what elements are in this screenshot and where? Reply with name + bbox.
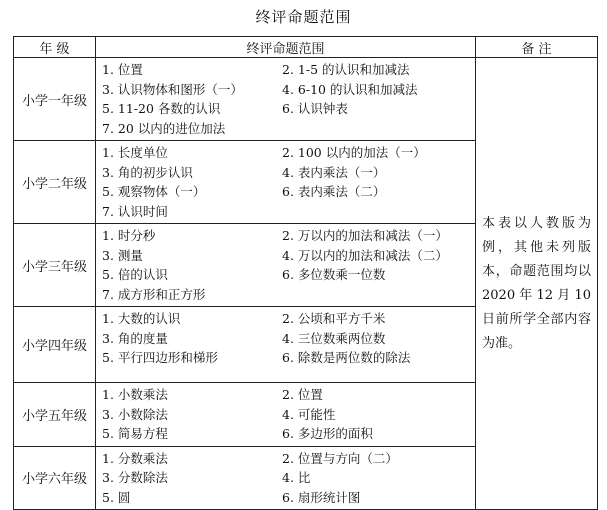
scope-cell [96,58,476,141]
scope-item: 2. 100 以内的加法（一） [282,145,426,160]
scope-list [102,385,475,444]
scope-item: 6. 多边形的面积 [282,426,373,441]
scope-item: 1. 小数乘法 [102,387,168,402]
scope-item: 1. 时分秒 [102,228,156,243]
scope-item: 4. 三位数乘两位数 [282,330,386,346]
scope-list [102,226,475,304]
scope-item: 3. 角的初步认识 [102,164,193,180]
scope-item: 1. 大数的认识 [102,311,181,326]
scope-list [102,60,475,138]
scope-item: 5. 11-20 各数的认识 [102,101,221,116]
scope-item: 2. 位置 [282,387,323,402]
scope-list [102,143,475,221]
scope-item: 3. 小数除法 [102,406,168,422]
grade-cell: 小学六年级 [14,446,96,510]
scope-item: 6. 认识钟表 [282,101,348,116]
scope-item: 6. 表内乘法（二） [282,184,386,199]
scope-item: 7. 20 以内的进位加法 [102,120,226,136]
scope-item: 4. 比 [282,470,311,485]
scope-item: 5. 圆 [102,489,131,505]
scope-item: 5. 平行四边形和梯形 [102,350,218,365]
scope-item: 5. 倍的认识 [102,267,168,282]
scope-item: 3. 测量 [102,247,143,263]
grade-cell: 小学五年级 [14,383,96,447]
scope-item: 7. 认识时间 [102,203,168,219]
scope-item: 3. 角的度量 [102,330,168,346]
note-cell: 本表以人教版为例，其他未列版本，命题范围均以 2020 年 12 月 10 日前所学全部内容为准。 [476,58,598,510]
scope-list [102,449,475,508]
scope-item: 2. 万以内的加法和减法（一） [282,228,448,243]
scope-item: 3. 认识物体和图形（一） [102,81,243,97]
scope-item: 1. 长度单位 [102,145,168,160]
header-scope: 终评命题范围 [96,37,476,58]
scope-item: 2. 1-5 的认识和加减法 [282,62,410,77]
scope-item: 4. 表内乘法（一） [282,164,386,180]
scope-item: 5. 简易方程 [102,426,168,441]
scope-cell [96,446,476,510]
scope-item: 6. 扇形统计图 [282,489,361,505]
grade-cell: 小学三年级 [14,224,96,307]
table-row [14,58,598,141]
scope-item: 6. 多位数乘一位数 [282,267,386,282]
scope-item: 3. 分数除法 [102,470,168,485]
scope-item: 7. 成方形和正方形 [102,286,206,302]
scope-item: 4. 万以内的加法和减法（二） [282,247,448,263]
table-header-row [14,37,598,58]
scope-item: 4. 6-10 的认识和加减法 [282,81,418,97]
header-note: 备 注 [476,37,598,58]
scope-item: 2. 位置与方向（二） [282,450,398,466]
scope-cell [96,141,476,224]
scope-cell [96,383,476,447]
scope-list [102,309,475,368]
scope-item: 4. 可能性 [282,406,336,422]
grade-cell: 小学一年级 [14,58,96,141]
scope-item: 5. 观察物体（一） [102,184,206,199]
scope-item: 2. 公顷和平方千米 [282,311,386,326]
scope-cell [96,307,476,383]
scope-cell [96,224,476,307]
grade-cell: 小学四年级 [14,307,96,383]
scope-table [13,36,598,510]
scope-item: 1. 分数乘法 [102,450,168,466]
header-grade: 年 级 [14,37,96,58]
document-title: 终评命题范围 [255,8,352,26]
scope-item: 6. 除数是两位数的除法 [282,350,411,365]
grade-cell: 小学二年级 [14,141,96,224]
scope-item: 1. 位置 [102,62,143,77]
